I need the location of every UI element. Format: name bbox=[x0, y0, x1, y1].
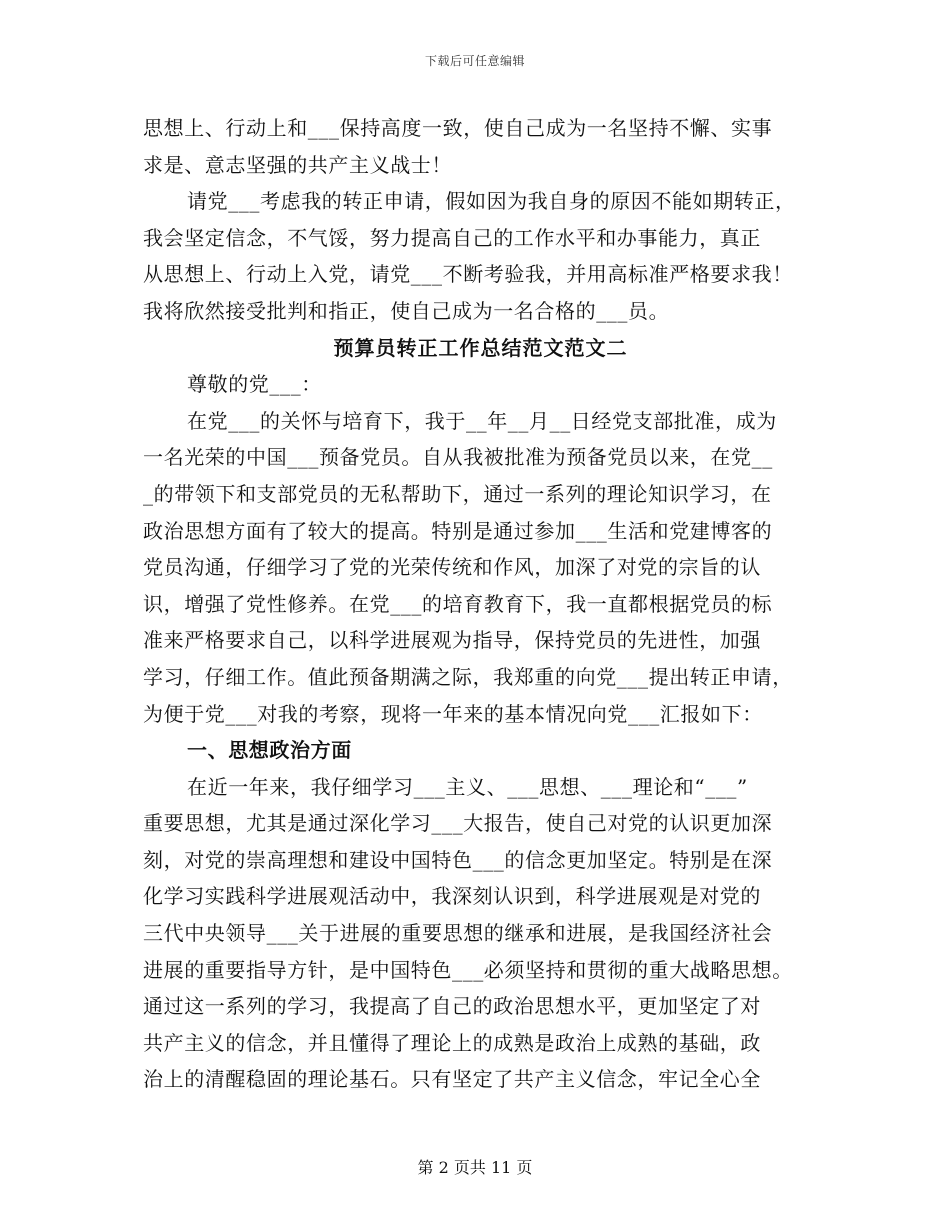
paragraph-line: 为便于党___对我的考察，现将一年来的基本情况向党___汇报如下： bbox=[143, 701, 763, 726]
paragraph-line: 治上的清醒稳固的理论基石。只有坚定了共产主义信念，牢记全心全 bbox=[143, 1067, 761, 1092]
section-heading: 一、思想政治方面 bbox=[187, 738, 352, 763]
paragraph-line: 准来严格要求自己，以科学进展观为指导，保持党员的先进性，加强 bbox=[143, 628, 761, 653]
paragraph-line: 学习，仔细工作。值此预备期满之际，我郑重的向党___提出转正申请， bbox=[143, 664, 793, 689]
page-footer: 第 2 页共 11 页 bbox=[417, 1158, 533, 1177]
document-title: 预算员转正工作总结范文范文二 bbox=[333, 335, 628, 360]
paragraph-line: 进展的重要指导方针，是中国特色___必须坚持和贯彻的重大战略思想。 bbox=[143, 957, 793, 982]
paragraph-line: 通过这一系列的学习，我提高了自己的政治思想水平，更加坚定了对 bbox=[143, 994, 761, 1019]
paragraph-line: 我将欣然接受批判和指正，使自己成为一名合格的___员。 bbox=[143, 298, 670, 323]
page-header: 下载后可任意编辑 bbox=[424, 54, 525, 68]
paragraph-line: 重要思想，尤其是通过深化学习___大报告，使自己对党的认识更加深 bbox=[143, 811, 773, 836]
paragraph-line: 政治思想方面有了较大的提高。特别是通过参加___生活和党建博客的 bbox=[143, 518, 773, 543]
paragraph-line: 刻，对党的崇高理想和建设中国特色___的信念更加坚定。特别是在深 bbox=[143, 847, 773, 872]
paragraph-line: 三代中央领导___关于进展的重要思想的继承和进展，是我国经济社会 bbox=[143, 921, 773, 946]
paragraph-line: 在党___的关怀与培育下，我于__年__月__日经党支部批准，成为 bbox=[187, 408, 777, 433]
paragraph-line: 共产主义的信念，并且懂得了理论上的成熟是政治上成熟的基础，政 bbox=[143, 1030, 761, 1055]
paragraph-line: 一名光荣的中国___预备党员。自从我被批准为预备党员以来，在党__ bbox=[143, 445, 773, 470]
paragraph-line: 从思想上、行动上入党，请党___不断考验我，并用高标准严格要求我！ bbox=[143, 262, 793, 287]
paragraph-line: 识，增强了党性修养。在党___的培育教育下，我一直都根据党员的标 bbox=[143, 591, 773, 616]
paragraph-line: 求是、意志坚强的共产主义战士！ bbox=[143, 152, 452, 177]
paragraph-line: 思想上、行动上和___保持高度一致，使自己成为一名坚持不懈、实事 bbox=[143, 116, 773, 140]
paragraph-line: 党员沟通，仔细学习了党的光荣传统和作风，加深了对党的宗旨的认 bbox=[143, 555, 761, 580]
paragraph-line: 请党___考虑我的转正申请，假如因为我自身的原因不能如期转正， bbox=[187, 189, 796, 214]
paragraph-line: 化学习实践科学进展观活动中，我深刻认识到，科学进展观是对党的 bbox=[143, 884, 761, 909]
paragraph-line: 在近一年来，我仔细学习___主义、___思想、___理论和“___” bbox=[187, 774, 748, 799]
document-body bbox=[143, 110, 818, 1098]
paragraph-line: 我会坚定信念，不气馁，努力提高自己的工作水平和办事能力，真正 bbox=[143, 225, 761, 250]
paragraph-line: _的带领下和支部党员的无私帮助下，通过一系列的理论知识学习，在 bbox=[143, 481, 772, 506]
salutation: 尊敬的党___： bbox=[187, 372, 322, 397]
